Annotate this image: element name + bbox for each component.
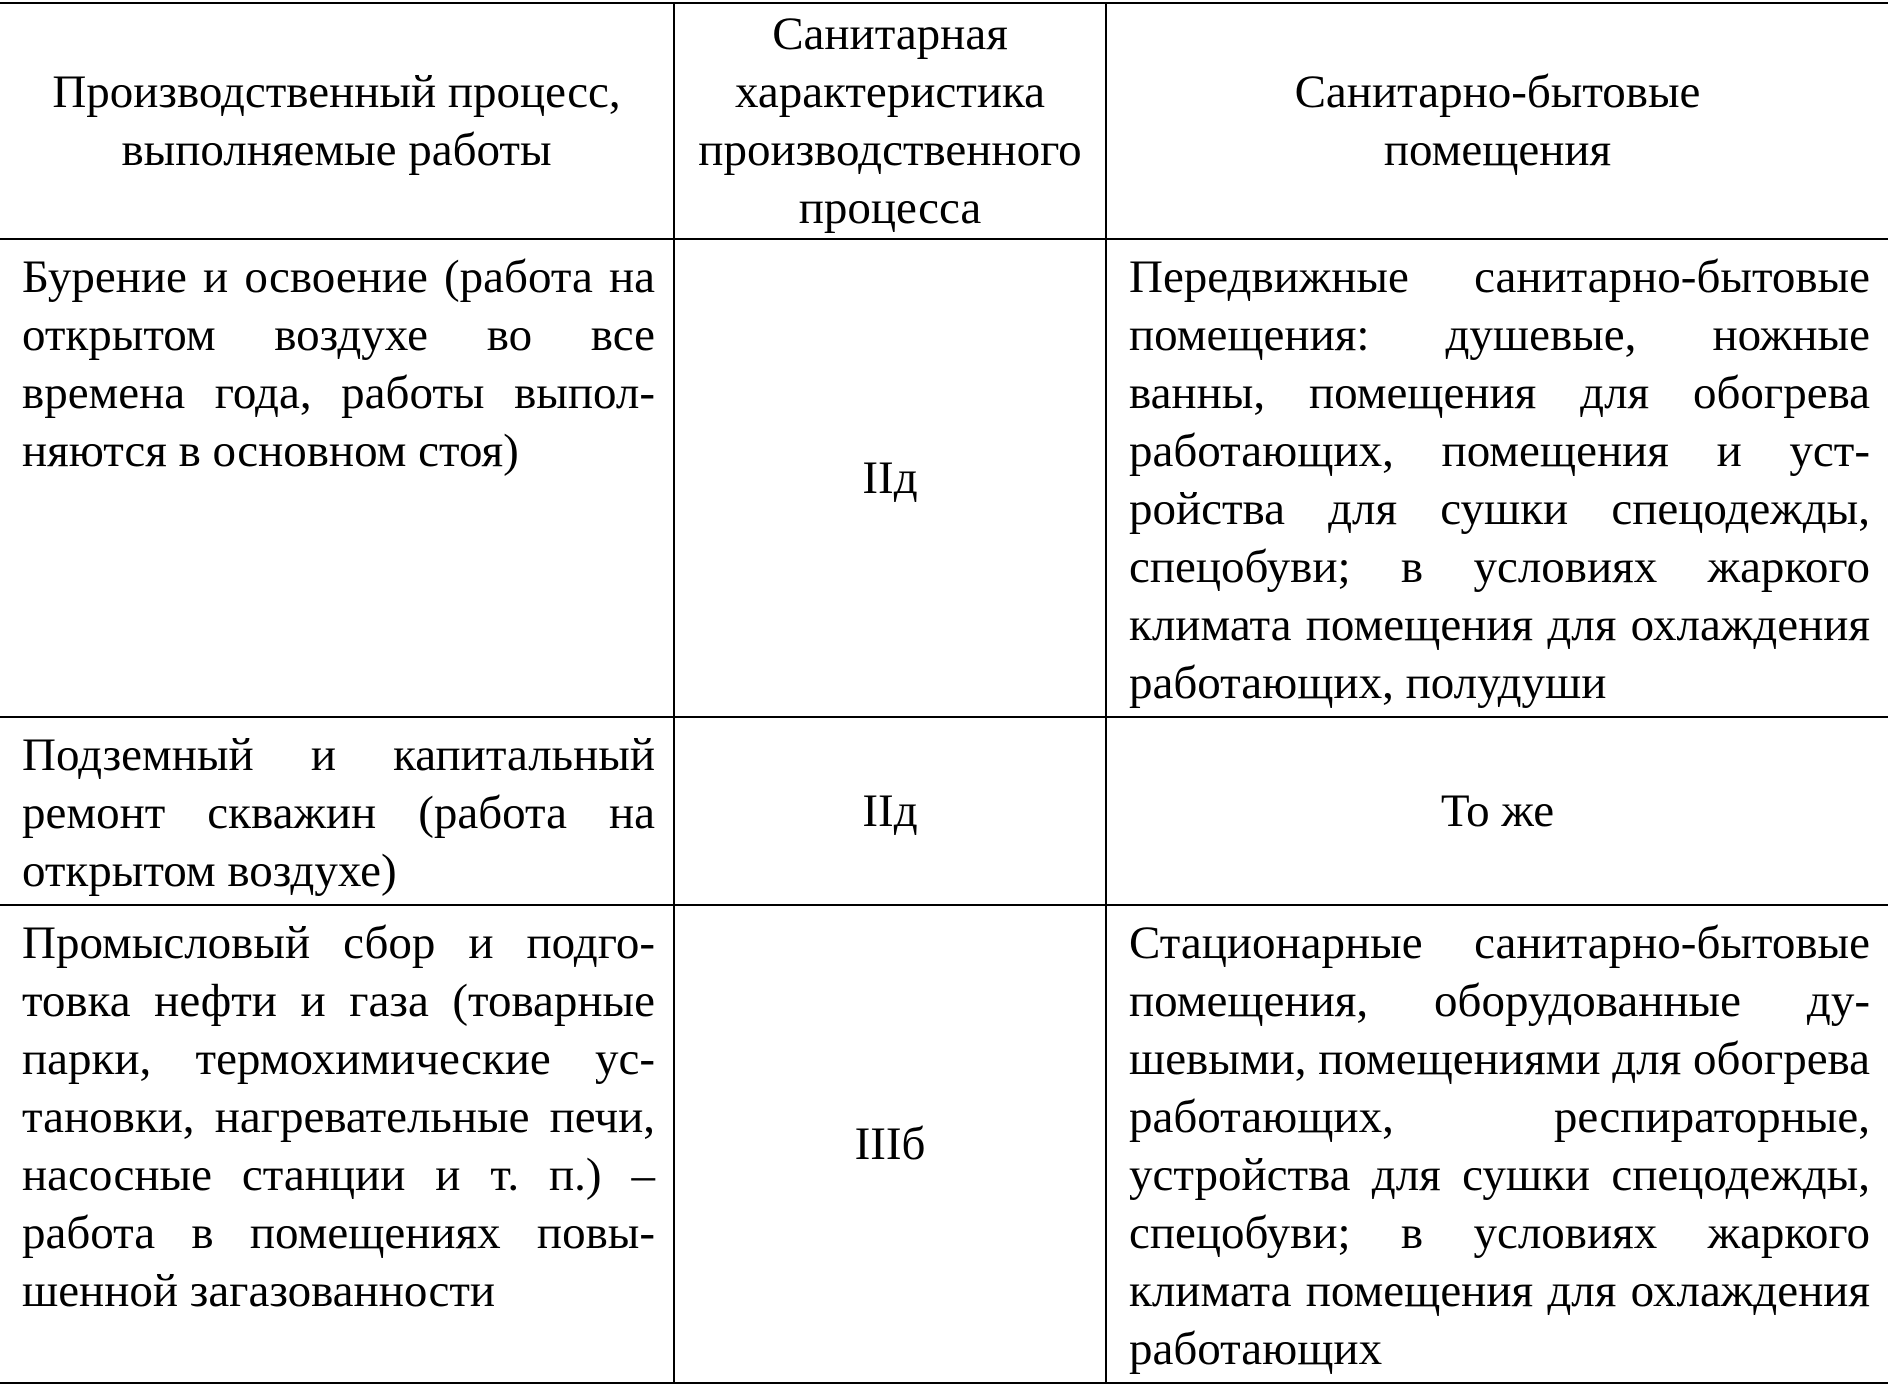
characteristic-cell	[674, 717, 1106, 905]
rooms-cell	[1106, 905, 1888, 1383]
table-row	[0, 239, 1888, 717]
table-row	[0, 905, 1888, 1383]
process-cell	[0, 717, 674, 905]
header-process-label: Производственный процесс, выполняемые работы	[52, 66, 621, 176]
header-characteristic	[674, 3, 1106, 239]
header-rooms	[1106, 3, 1888, 239]
characteristic-cell	[674, 239, 1106, 717]
rooms-text: То же	[1440, 785, 1555, 837]
process-cell	[0, 239, 674, 717]
header-characteristic-label: Санитарная характеристика производственного процесса	[698, 8, 1082, 234]
rooms-cell	[1106, 239, 1888, 717]
process-text: Подземный и капитальный ремонт скважин (работа на открытом воздухе)	[22, 729, 655, 897]
table-row	[0, 717, 1888, 905]
rooms-cell	[1106, 717, 1888, 905]
rooms-text: Передвижные санитарно-бытовые помещения: душевые, ножные ванны, помещения для обогрева работающих, помещения и устройства для сушки спецодежды, спецобуви; в условиях жаркого климата помещения для охлаждения работающих, полудуши	[1129, 251, 1870, 709]
header-rooms-label: Санитарно-бытовые помещения	[1294, 66, 1701, 176]
rooms-text: Стационарные санитарно-бытовые помещения, оборудованные душевыми, помещениями для обогрева работающих, респираторные, устройства для сушки спецодежды, спецобуви; в условиях жаркого климата помещения для охлаждения работающих	[1129, 917, 1870, 1375]
characteristic-value: IIIб	[854, 1118, 926, 1170]
sanitary-table	[0, 2, 1888, 1384]
header-process	[0, 3, 674, 239]
characteristic-value: IIд	[862, 785, 918, 837]
process-cell	[0, 905, 674, 1383]
characteristic-cell	[674, 905, 1106, 1383]
characteristic-value: IIд	[862, 452, 918, 504]
process-text: Промысловый сбор и подготовка нефти и газа (товарные парки, термохимические установки, нагревательные печи, насосные станции и т. п.) – работа в помещениях повышенной загазованности	[22, 917, 655, 1317]
table-header-row	[0, 3, 1888, 239]
process-text: Бурение и освоение (работа на открытом воздухе во все времена года, работы выполняются в основном стоя)	[22, 251, 655, 477]
